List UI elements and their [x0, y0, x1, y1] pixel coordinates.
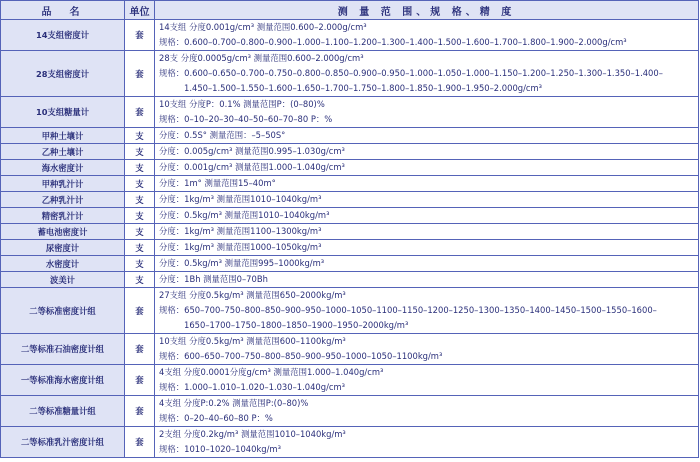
- table-row: [1, 256, 699, 272]
- table-row: [1, 427, 699, 458]
- table-row: [1, 144, 699, 160]
- spec-line: 4支组 分度0.0001分度g/cm³ 测量范围1.000–1.040g/cm³: [159, 367, 384, 377]
- instrument-spec: [155, 20, 699, 51]
- instrument-spec: [155, 288, 699, 334]
- spec-line: 分度：0.001g/cm³ 测量范围1.000–1.040g/cm³: [159, 162, 345, 172]
- instrument-spec: [155, 272, 699, 288]
- instrument-spec: [155, 192, 699, 208]
- spec-line: 分度：0.5kg/m³ 测量范围995–1000kg/m³: [159, 258, 325, 268]
- table-row: [1, 97, 699, 128]
- instrument-unit: 套: [125, 51, 155, 97]
- spec-line: 规格：0–10–20–30–40–50–60–70–80 P：%: [159, 114, 333, 124]
- instrument-name: 水密度计: [1, 256, 125, 272]
- spec-line: 2支组 分度0.2kg/m³ 测量范围1010–1040kg/m³: [159, 429, 346, 439]
- spec-line: 分度：0.5S° 测量范围：–5–50S°: [159, 130, 286, 140]
- instrument-spec: [155, 97, 699, 128]
- table-row: [1, 334, 699, 365]
- instrument-name: 精密乳汁计: [1, 208, 125, 224]
- spec-line: 规格：0.600–0.650–0.700–0.750–0.800–0.850–0.900–0.950–1.000–1.050–1.000–1.150–1.200–1.250–1.300–1.350–1.400–: [159, 68, 663, 78]
- spec-line: 4支组 分度P:0.2% 测量范围P:(0–80)%: [159, 398, 309, 408]
- instrument-name: 波美计: [1, 272, 125, 288]
- spec-line: 10支组 分度0.5kg/m³ 测量范围600–1100kg/m³: [159, 336, 346, 346]
- table-row: [1, 288, 699, 334]
- spec-line: 1650–1700–1750–1800–1850–1900–1950–2000kg/m³: [184, 320, 409, 330]
- instrument-name: 海水密度计: [1, 160, 125, 176]
- table-header-row: [1, 1, 699, 20]
- instrument-name: 28支组密度计: [1, 51, 125, 97]
- instrument-name: 尿密度计: [1, 240, 125, 256]
- table-body: [1, 20, 699, 458]
- instrument-spec: [155, 240, 699, 256]
- table-row: [1, 51, 699, 97]
- table-row: [1, 208, 699, 224]
- table-row: [1, 128, 699, 144]
- instrument-unit: 支: [125, 160, 155, 176]
- instrument-name: 甲种土壤计: [1, 128, 125, 144]
- instrument-name: 乙种乳汁计: [1, 192, 125, 208]
- spec-line: 分度：1kg/m³ 测量范围1100–1300kg/m³: [159, 226, 322, 236]
- instrument-name: 14支组密度计: [1, 20, 125, 51]
- instrument-unit: 套: [125, 97, 155, 128]
- instrument-name: 乙种土壤计: [1, 144, 125, 160]
- instrument-spec: [155, 208, 699, 224]
- table-row: [1, 192, 699, 208]
- table-row: [1, 396, 699, 427]
- table-row: [1, 160, 699, 176]
- table-row: [1, 20, 699, 51]
- instrument-spec: [155, 256, 699, 272]
- spec-line: 1.450–1.500–1.550–1.600–1.650–1.700–1.750–1.800–1.850–1.900–1.950–2.000g/cm³: [184, 83, 543, 93]
- instrument-name: 二等标准乳汁密度计组: [1, 427, 125, 458]
- instrument-unit: 套: [125, 365, 155, 396]
- instrument-name: 甲种乳汁计: [1, 176, 125, 192]
- instrument-spec: [155, 144, 699, 160]
- instrument-unit: 套: [125, 20, 155, 51]
- instrument-spec: [155, 128, 699, 144]
- instrument-unit: 支: [125, 256, 155, 272]
- instrument-spec: [155, 365, 699, 396]
- spec-line: 分度：1kg/m³ 测量范围1010–1040kg/m³: [159, 194, 322, 204]
- instrument-spec: [155, 334, 699, 365]
- instrument-unit: 支: [125, 224, 155, 240]
- spec-line: 14支组 分度0.001g/cm³ 测量范围0.600–2.000g/cm³: [159, 22, 367, 32]
- instrument-name: 二等标准密度计组: [1, 288, 125, 334]
- table-row: [1, 224, 699, 240]
- header-name: 品 名: [1, 1, 125, 20]
- instrument-spec: [155, 224, 699, 240]
- spec-line: 分度：0.5kg/m³ 测量范围1010–1040kg/m³: [159, 210, 330, 220]
- header-unit: 单位: [125, 1, 155, 20]
- instrument-unit: 支: [125, 176, 155, 192]
- instrument-unit: 支: [125, 272, 155, 288]
- instrument-name: 二等标准石油密度计组: [1, 334, 125, 365]
- spec-line: 规格：0–20–40–60–80 P：%: [159, 413, 273, 423]
- instrument-spec: [155, 160, 699, 176]
- instrument-unit: 套: [125, 396, 155, 427]
- spec-line: 27支组 分度0.5kg/m³ 测量范围650–2000kg/m³: [159, 290, 346, 300]
- spec-line: 规格：650–700–750–800–850–900–950–1000–1050–1100–1150–1200–1250–1300–1350–1400–1450–1500–1550–1600–: [159, 305, 657, 315]
- instrument-unit: 套: [125, 334, 155, 365]
- instrument-unit: 支: [125, 192, 155, 208]
- header-spec: 测 量 范 围、规 格、精 度: [155, 1, 699, 20]
- spec-line: 规格：1010–1020–1040kg/m³: [159, 444, 281, 454]
- table-row: [1, 272, 699, 288]
- spec-line: 28支 分度0.0005g/cm³ 测量范围0.600–2.000g/cm³: [159, 53, 364, 63]
- spec-line: 分度：1Bh 测量范围0–70Bh: [159, 274, 268, 284]
- instrument-unit: 支: [125, 144, 155, 160]
- table-row: [1, 240, 699, 256]
- instrument-name: 二等标准糖量计组: [1, 396, 125, 427]
- spec-line: 10支组 分度P：0.1% 测量范围P：(0–80)%: [159, 99, 325, 109]
- instrument-name: 10支组糖量计: [1, 97, 125, 128]
- instrument-name: 蓄电池密度计: [1, 224, 125, 240]
- instrument-spec: [155, 396, 699, 427]
- spec-line: 规格：1.000–1.010–1.020–1.030–1.040g/cm³: [159, 382, 346, 392]
- instrument-name: 一等标准海水密度计组: [1, 365, 125, 396]
- spec-line: 规格：0.600–0.700–0.800–0.900–1.000–1.100–1.200–1.300–1.400–1.500–1.600–1.700–1.800–1.900–2.000g/cm³: [159, 37, 627, 47]
- instrument-spec: [155, 51, 699, 97]
- spec-line: 分度：1m° 测量范围15–40m°: [159, 178, 276, 188]
- spec-line: 分度：0.005g/cm³ 测量范围0.995–1.030g/cm³: [159, 146, 345, 156]
- instrument-unit: 套: [125, 427, 155, 458]
- instrument-unit: 支: [125, 128, 155, 144]
- instrument-spec: [155, 427, 699, 458]
- spec-line: 分度：1kg/m³ 测量范围1000–1050kg/m³: [159, 242, 322, 252]
- instrument-unit: 支: [125, 208, 155, 224]
- instrument-unit: 支: [125, 240, 155, 256]
- instrument-unit: 套: [125, 288, 155, 334]
- table-row: [1, 176, 699, 192]
- instrument-spec: [155, 176, 699, 192]
- spec-line: 规格：600–650–700–750–800–850–900–950–1000–1050–1100kg/m³: [159, 351, 443, 361]
- table-row: [1, 365, 699, 396]
